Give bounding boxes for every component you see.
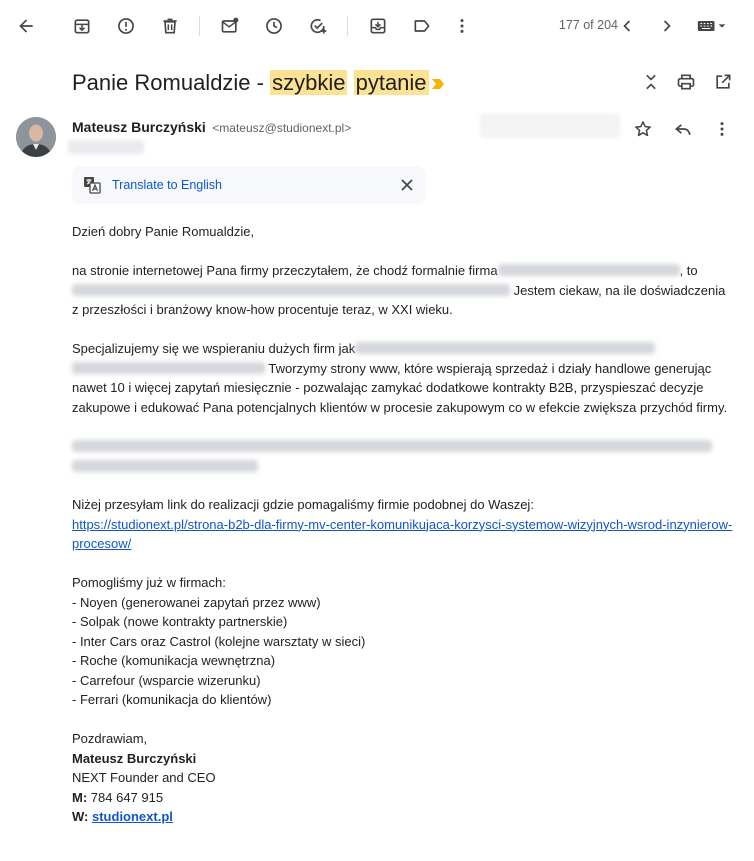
p1-text-c: Jestem ciekaw, na ile doświadczenia xyxy=(510,282,726,298)
move-to-icon[interactable] xyxy=(364,12,392,40)
redacted-text xyxy=(72,284,510,296)
subject-highlight: szybkie xyxy=(272,70,346,95)
close-icon[interactable] xyxy=(398,176,416,194)
report-spam-icon[interactable] xyxy=(112,12,140,40)
clients-list xyxy=(72,573,740,710)
redacted-text xyxy=(72,460,258,472)
collapse-all-icon[interactable] xyxy=(637,68,665,96)
case-study-link-cont[interactable]: procesow/ xyxy=(72,536,132,551)
greeting: Dzień dobry Panie Romualdzie, xyxy=(72,224,255,239)
list-item: - Ferrari (komunikacja do klientów) xyxy=(72,692,272,707)
paragraph-4 xyxy=(72,495,740,554)
message-toolbar xyxy=(0,0,754,52)
list-item: - Solpak (nowe kontrakty partnerskie) xyxy=(72,614,288,629)
p4-text: Niżej przesyłam link do realizacji gdzie pomagaliśmy firmie podobnej do Waszej: xyxy=(72,497,534,512)
list-item: - Noyen (generowanei zapytań przez www) xyxy=(72,594,321,610)
redacted-recipient xyxy=(68,140,144,154)
label-icon[interactable] xyxy=(408,12,436,40)
back-arrow-icon[interactable] xyxy=(12,12,40,40)
avatar[interactable] xyxy=(16,117,56,157)
more-vert-icon[interactable] xyxy=(708,115,736,143)
paragraph-1 xyxy=(72,261,740,320)
p2-text-d: zakupowe i edukować Pana potencjalnych klientów w procesie zakupowym co w efekcie zwiększa przychód firmy. xyxy=(72,399,728,415)
delete-icon[interactable] xyxy=(156,12,184,40)
sender-name[interactable]: Mateusz Burczyński xyxy=(72,119,206,135)
star-icon[interactable] xyxy=(629,115,657,143)
signature-name: Mateusz Burczyński xyxy=(72,750,197,766)
chevron-right-icon[interactable] xyxy=(653,12,681,40)
signature-title: NEXT Founder and CEO xyxy=(72,770,216,785)
subject-highlight: pytanie xyxy=(355,70,427,95)
redacted-text xyxy=(498,264,680,276)
list-item: - Carrefour (wsparcie wizerunku) xyxy=(72,672,261,688)
p1-text-d: z przeszłości i branżowy know-how procentuje teraz, w XXI wieku. xyxy=(72,302,453,317)
redacted-text xyxy=(355,342,655,354)
more-vert-icon[interactable] xyxy=(448,12,476,40)
closing: Pozdrawiam, xyxy=(72,731,148,746)
print-icon[interactable] xyxy=(672,68,700,96)
phone-number: 784 647 915 xyxy=(87,789,164,805)
redacted-text xyxy=(72,362,265,374)
reply-icon[interactable] xyxy=(669,115,697,143)
keyboard-icon[interactable] xyxy=(692,12,732,40)
snooze-icon[interactable] xyxy=(260,12,288,40)
sender-line xyxy=(72,119,351,137)
p2-text-a: Specjalizujemy się we wspieraniu dużych firm jak xyxy=(72,341,356,356)
p1-text-a: na stronie internetowej Pana firmy przeczytałem, że chodź formalnie firma xyxy=(72,263,498,278)
signature xyxy=(72,729,740,827)
clients-heading: Pomogliśmy już w firmach: xyxy=(72,575,226,590)
redacted-date xyxy=(480,114,620,138)
sender-email: <mateusz@studionext.pl> xyxy=(212,121,352,135)
translate-link[interactable]: Translate to English xyxy=(112,178,223,192)
pager-count: 177 of 204 xyxy=(558,18,618,32)
chevron-left-icon[interactable] xyxy=(613,12,641,40)
translate-bar xyxy=(72,166,426,204)
open-new-window-icon[interactable] xyxy=(709,68,737,96)
case-study-link[interactable]: https://studionext.pl/strona-b2b-dla-firmy-mv-center-komunikujaca-korzysci-systemow-wizyjnych-wsrod-inzynierow- xyxy=(72,516,733,532)
list-item: - Inter Cars oraz Castrol (kolejne warsztaty w sieci) xyxy=(72,633,366,649)
redacted-text xyxy=(72,440,712,452)
p2-text-c: nawet 10 i więcej zapytań miesięcznie - pozwalając zamykać dodatkowe kontrakty B2B, przyspieszać decyzje xyxy=(72,380,704,395)
p2-text-b: Tworzymy strony www, które wspierają sprzedaż i działy handlowe generując xyxy=(265,360,712,376)
paragraph-2 xyxy=(72,339,740,417)
paragraph-3-redacted xyxy=(72,437,740,476)
p1-text-b: , to xyxy=(679,263,698,278)
email-subject xyxy=(72,70,429,96)
add-task-icon[interactable] xyxy=(304,12,332,40)
translate-icon xyxy=(83,176,101,194)
list-item: - Roche (komunikacja wewnętrzna) xyxy=(72,653,276,668)
mark-unread-icon[interactable] xyxy=(216,12,244,40)
website-link[interactable]: studionext.pl xyxy=(92,809,173,824)
web-label: W: xyxy=(72,809,89,824)
importance-marker-icon[interactable] xyxy=(430,77,446,91)
archive-icon[interactable] xyxy=(68,12,96,40)
phone-label: M: xyxy=(72,789,88,805)
subject-prefix: Panie Romualdzie - xyxy=(72,70,271,95)
